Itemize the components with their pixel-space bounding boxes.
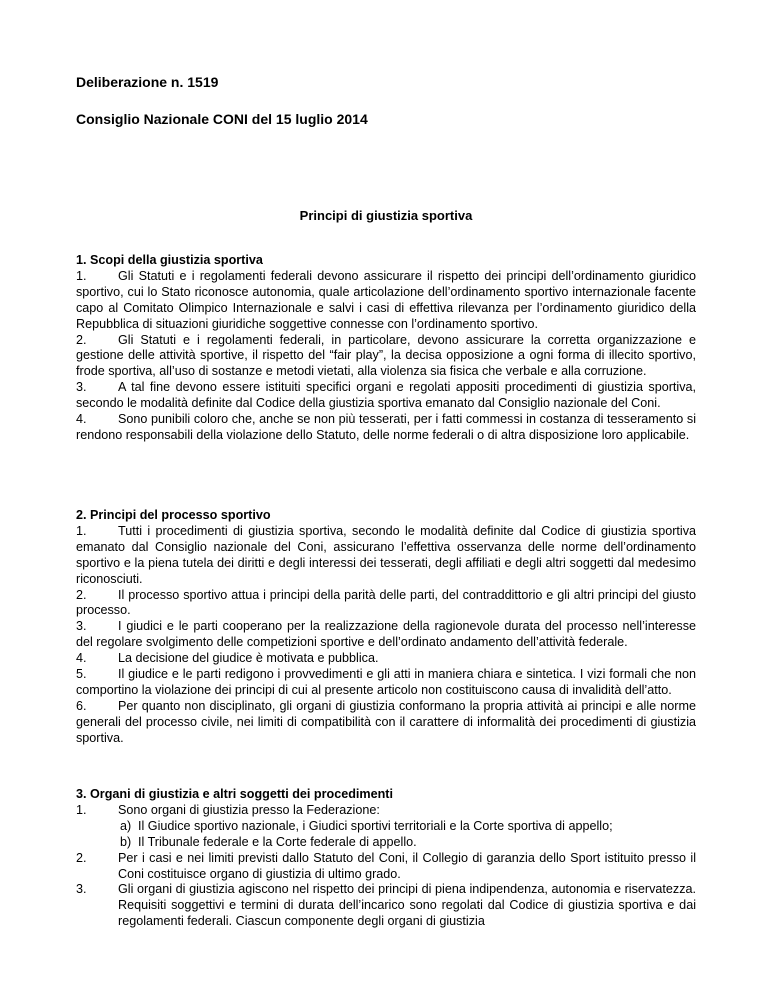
paragraph (76, 333, 696, 381)
paragraph-number: 1. (76, 523, 87, 538)
paragraph-number: 3. (76, 619, 87, 634)
paragraph (76, 699, 696, 747)
section-3 (76, 787, 696, 930)
paragraph-number: 3. (76, 380, 87, 395)
paragraph-number: 4. (76, 651, 87, 666)
paragraph (76, 619, 696, 651)
paragraph-text: Sono punibili coloro che, anche se non più tesserati, per i fatti commessi in costanza di tesseramento si rendono responsabili della violazione dello Statuto, delle norme federali o di altra disposizione loro applicabile. (76, 412, 696, 442)
paragraph-text: A tal fine devono essere istituiti specifici organi e regolati appositi procedimenti di giustizia sportiva, secondo le modalità definite dal Codice della giustizia sportiva emanato dal Consiglio nazionale del Coni. (76, 380, 696, 411)
paragraph-text: Gli organi di giustizia agiscono nel rispetto dei principi di piena indipendenza, autonomia e riservatezza. Requisiti soggettivi e termini di durata dell’incarico sono regolati dal Codice di giustizia sportiva e dai regolamenti federali. Ciascun componente degli organi di giustizia (118, 882, 696, 929)
paragraph-number: 5. (76, 667, 87, 682)
paragraph-number: 2. (76, 332, 87, 347)
paragraph-number: 1. (76, 268, 87, 283)
paragraph-text: Sono organi di giustizia presso la Federazione: (118, 802, 380, 817)
deliberation-number: Deliberazione n. 1519 (76, 74, 219, 90)
list-item (76, 835, 696, 851)
paragraph (76, 651, 696, 667)
paragraph-text: Tutti i procedimenti di giustizia sportiva, secondo le modalità definite dal Codice di giustizia sportiva emanato dal Consiglio nazionale del Coni, assicurano l’effettiva osservanza delle norme dell’ordinamento sportivo e la piena tutela dei diritti e degli interessi dei tesserati, degli affiliati e degli altri soggetti dal medesimo riconosciuti. (76, 523, 696, 586)
list-item-text: Il Giudice sportivo nazionale, i Giudici sportivi territoriali e la Corte sportiva di appello; (138, 818, 613, 833)
council-date: Consiglio Nazionale CONI del 15 luglio 2014 (76, 111, 368, 127)
list-letter: a) (120, 818, 132, 833)
paragraph (76, 667, 696, 699)
list-item (76, 819, 696, 835)
paragraph (76, 269, 696, 333)
paragraph (76, 803, 696, 819)
document-title: Principi di giustizia sportiva (299, 208, 473, 223)
paragraph (76, 380, 696, 412)
paragraph-text: Per quanto non disciplinato, gli organi di giustizia conformano la propria attività ai principi e alle norme generali del processo civile, nei limiti di compatibilità con il carattere di informalità dei procedimenti di giustizia sportiva. (76, 698, 696, 745)
paragraph-text: Per i casi e nei limiti previsti dallo Statuto del Coni, il Collegio di garanzia dello Sport istituito presso il Coni costituisce organo di giustizia di ultimo grado. (118, 850, 696, 881)
section-heading: 2. Principi del processo sportivo (76, 508, 271, 522)
paragraph (76, 412, 696, 444)
paragraph-number: 2. (76, 587, 87, 602)
paragraph (76, 882, 696, 930)
paragraph-text: Gli Statuti e i regolamenti federali devono assicurare il rispetto dei principi dell’ordinamento giuridico sportivo, cui lo Stato riconosce autonomia, quale articolazione dell’ordinamento sportivo internazionale facente capo al Comitato Olimpico Internazionale e salvi i casi di effettiva rilevanza per l’ordinamento giuridico della Repubblica di situazioni giuridiche soggettive connesse con l’ordinamento sportivo. (76, 268, 696, 331)
paragraph (76, 524, 696, 588)
paragraph-text: Gli Statuti e i regolamenti federali, in particolare, devono assicurare la corretta organizzazione e gestione delle attività sportive, il rispetto del “fair play”, la decisa opposizione a ogni forma di illecito sportivo, frode sportiva, all’uso di sostanze e metodi vietati, alla violenza sia fisica che verbale e alla corruzione. (76, 332, 696, 379)
list-item-text: Il Tribunale federale e la Corte federale di appello. (138, 834, 417, 849)
paragraph-number: 6. (76, 698, 87, 713)
paragraph-number: 1. (76, 802, 87, 817)
paragraph-text: La decisione del giudice è motivata e pubblica. (118, 651, 379, 666)
section-2 (76, 508, 696, 747)
paragraph (76, 588, 696, 620)
paragraph-text: Il processo sportivo attua i principi della parità delle parti, del contraddittorio e gli altri principi del giusto processo. (76, 587, 696, 618)
paragraph-text: I giudici e le parti cooperano per la realizzazione della ragionevole durata del processo nell’interesse del regolare svolgimento delle competizioni sportive e dell’ordinato andamento dell’attività federale. (76, 619, 696, 650)
section-1 (76, 253, 696, 444)
section-heading: 3. Organi di giustizia e altri soggetti dei procedimenti (76, 787, 393, 801)
paragraph (76, 851, 696, 883)
section-heading: 1. Scopi della giustizia sportiva (76, 253, 263, 267)
paragraph-text: Il giudice e le parti redigono i provvedimenti e gli atti in maniera chiara e sintetica. I vizi formali che non comportino la violazione dei principi di cui al presente articolo non costituiscono causa di invalidità dell’atto. (76, 667, 696, 697)
paragraph-number: 3. (76, 882, 87, 897)
paragraph-number: 4. (76, 412, 87, 427)
paragraph-number: 2. (76, 850, 87, 865)
list-letter: b) (120, 834, 132, 849)
